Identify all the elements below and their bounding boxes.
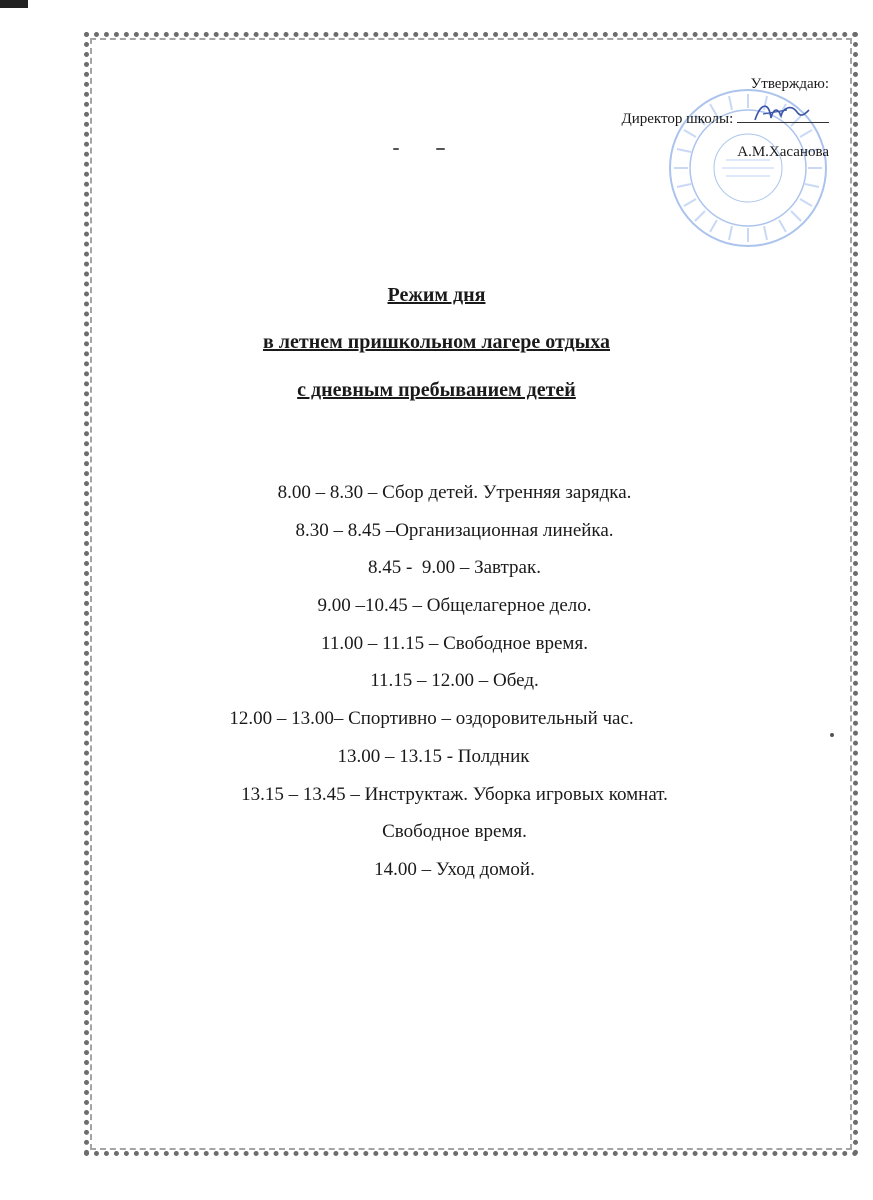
scan-corner-mark [0,0,28,8]
director-name: А.М.Хасанова [737,144,829,160]
approval-block [622,74,829,176]
director-row [622,108,829,142]
signature-line [737,108,829,123]
schedule-item: 8.45 - 9.00 – Завтрак. [368,557,541,579]
approve-label: Утверждаю: [750,76,829,92]
schedule-item: 13.15 – 13.45 – Инструктаж. Уборка игровых комнат. [241,783,668,805]
schedule-item: 9.00 –10.45 – Общелагерное дело. [317,595,592,617]
title-line-3: с дневным пребыванием детей [297,379,576,401]
schedule-item: 8.00 – 8.30 – Сбор детей. Утренняя зарядка. [277,482,632,503]
schedule-item: 11.15 – 12.00 – Обед. [370,670,539,692]
title-line-2: в летнем пришкольном лагере отдыха [262,331,611,353]
schedule-item: Свободное время. [382,821,527,843]
schedule-list [0,474,873,889]
schedule-item: 14.00 – Уход домой. [374,858,535,880]
director-label: Директор школы: [621,111,734,127]
schedule-item: 11.00 – 11.15 – Свободное время. [321,632,588,654]
schedule-item: 13.00 – 13.15 - Полдник [337,745,530,767]
schedule-item: 12.00 – 13.00– Спортивно – оздоровительный час. [229,708,634,730]
title-line-1: Режим дня [387,284,486,306]
director-signature [751,98,811,126]
schedule-item: 8.30 – 8.45 –Организационная линейка. [295,519,614,541]
